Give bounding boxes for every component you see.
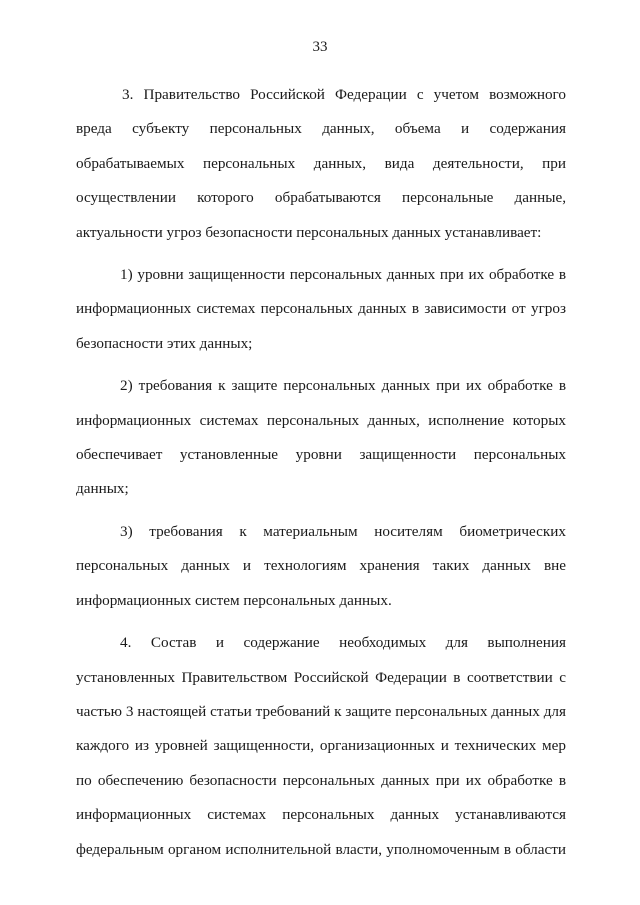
paragraph-item-3: 3. Правительство Российской Федерации с учетом возможного вреда субъекту персональных данных, объема и содержания обрабатываемых персональных данных, вида деятельности, при осуществлении которого обрабатываются персональные данные, актуальности угроз безопасности персональных данных устанавливает: [76,86,566,241]
document-body [76,78,566,875]
paragraph-item-4: 4. Состав и содержание необходимых для выполнения установленных Правительством Российской Федерации в соответствии с частью 3 настоящей статьи требований к защите персональных данных для каждого из уровней защищенности, организационных и технических мер по обеспечению безопасности персональных данных при их обработке в информационных системах персональных данных устанавливаются федеральным органом исполнительной власти, уполномоченным в области [76,634,566,858]
paragraph-subitem-2: 2) требования к защите персональных данных при их обработке в информационных системах персональных данных, исполнение которых обеспечивает установленные уровни защищенности персональных данных; [76,377,566,498]
page-number: 33 [312,39,328,55]
paragraph-subitem-3: 3) требования к материальным носителям биометрических персональных данных и технологиям хранения таких данных вне информационных систем персональных данных. [76,522,566,609]
paragraph-subitem-1: 1) уровни защищенности персональных данных при их обработке в информационных системах персональных данных в зависимости от угроз безопасности этих данных; [76,266,566,352]
